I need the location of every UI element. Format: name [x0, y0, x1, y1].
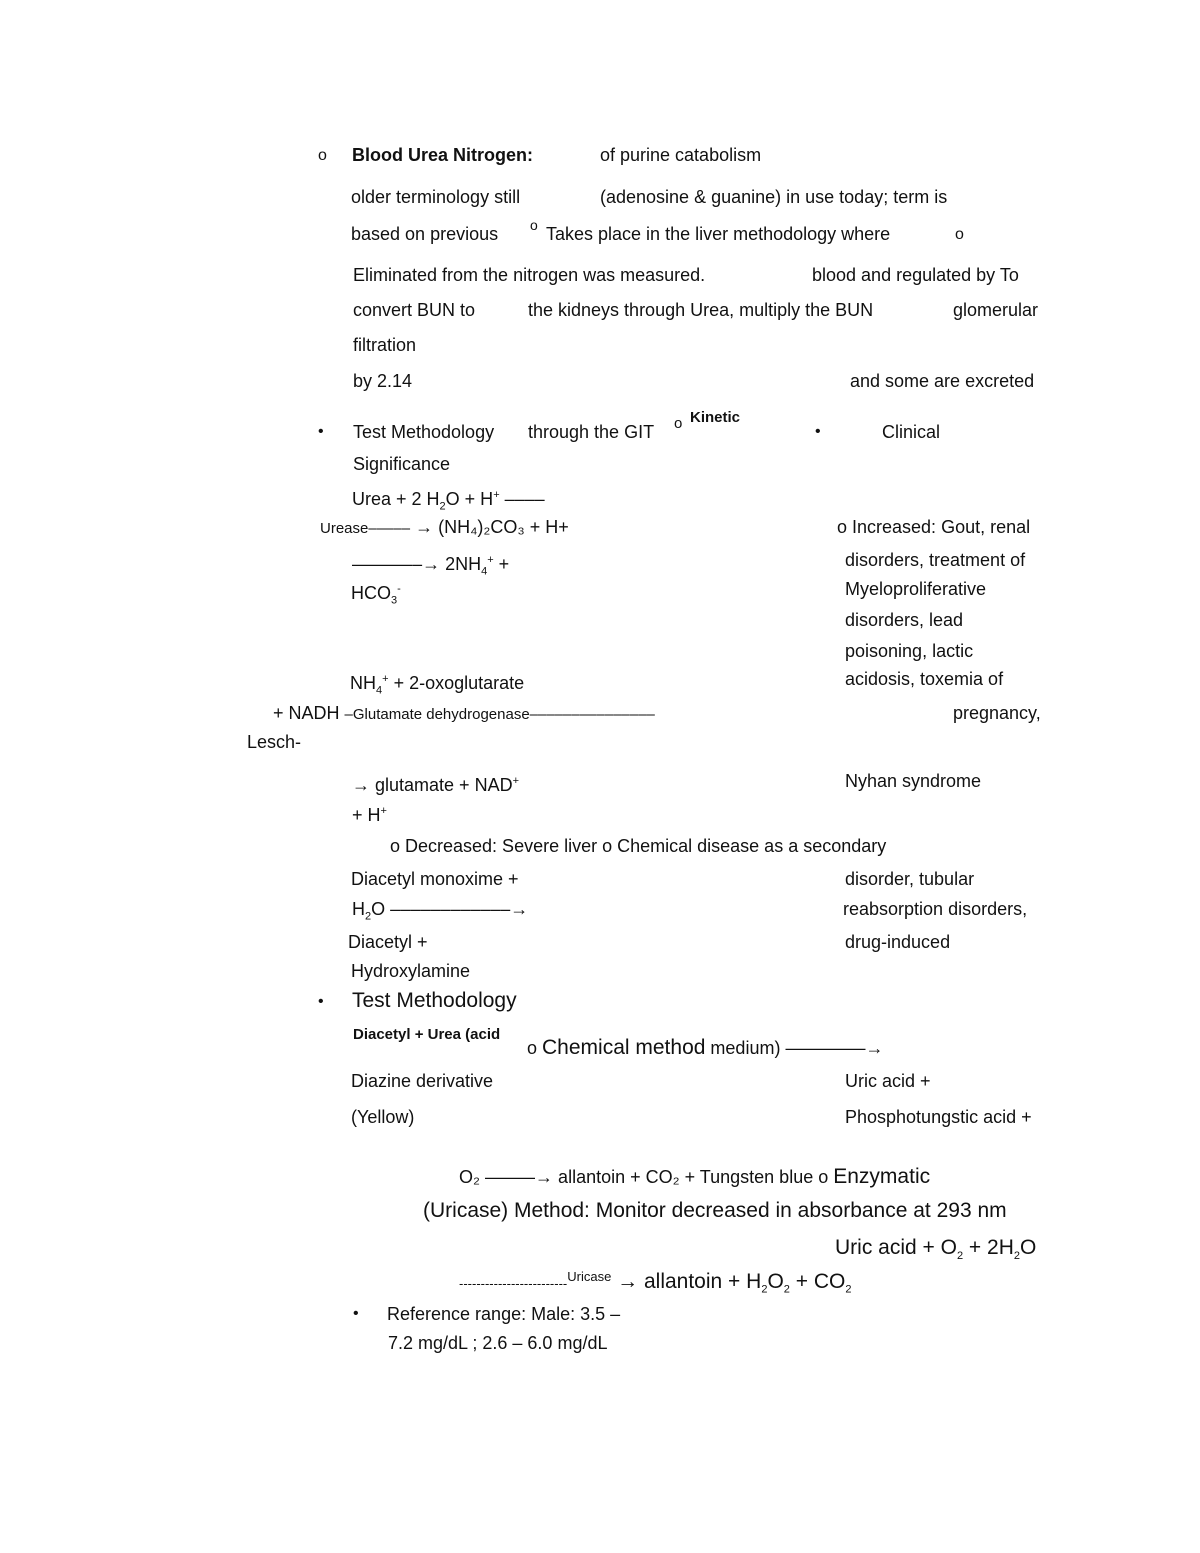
equation-line: $HCO_3^-$ [351, 583, 401, 607]
text-line: pregnancy, [953, 703, 1041, 723]
equation-line: + H+ [352, 805, 387, 825]
text-line: drug-induced [845, 932, 951, 952]
text-line: Diazine derivative [351, 1071, 494, 1091]
text-line: glomerular [953, 300, 1039, 320]
text-line: convert BUN to [353, 300, 476, 320]
text-line: the kidneys through Urea, multiply the BUN [528, 300, 874, 320]
bullet: • [318, 423, 324, 440]
text-line: o Decreased: Severe liver o Chemical disease as a secondary [390, 836, 887, 856]
equation-line: Urea + 2 $H_2O + H^+$ –––– [352, 489, 545, 513]
text-line: Kinetic [690, 409, 741, 426]
text-line: (Uricase) Method: Monitor decreased in absorbance at 293 nm [423, 1199, 1007, 1222]
list-marker: o [674, 415, 683, 432]
text-line: poisoning, lactic [845, 641, 974, 661]
equation-line: + NADH –Glutamate dehydrogenase––––––––––––––– [273, 703, 655, 723]
text-line: filtration [353, 335, 417, 355]
text-line: Diacetyl + [348, 932, 428, 952]
text-line: disorders, treatment of [845, 550, 1026, 570]
bullet: • [815, 423, 821, 440]
text-line: based on previous [351, 224, 499, 244]
equation-line: –––––––→ $2NH_4^+$ + [352, 554, 510, 578]
equation-line: O₂ –––––→ allantoin + CO₂ + Tungsten blue o Enzymatic [459, 1165, 931, 1188]
text-line: Lesch- [247, 732, 302, 752]
text-line: disorders, lead [845, 610, 964, 630]
bullet: • [353, 1305, 359, 1322]
equation-line: $H_2O$ ––––––––––––→ [352, 899, 529, 923]
text-line: o Increased: Gout, renal [837, 517, 1031, 537]
equation-line: -------------------------$^{Uricase}$ → allantoin + $H_2O_2 + CO_2$ [459, 1269, 852, 1296]
text-line: and some are excreted [850, 371, 1035, 391]
list-marker: o [955, 226, 964, 243]
text-line: Significance [353, 454, 451, 474]
text-line: (Yellow) [351, 1107, 415, 1127]
text-line: Clinical [882, 422, 941, 442]
section-heading: Test Methodology [352, 989, 517, 1012]
text-line: disorder, tubular [845, 869, 975, 889]
list-marker: o [530, 217, 538, 233]
text-line: (adenosine & guanine) in use today; term is [600, 187, 948, 207]
text-line: Eliminated from the nitrogen was measured. [353, 265, 706, 285]
text-line: o Chemical method medium) ––––––––→ [527, 1036, 884, 1059]
text-line: through the GIT [528, 422, 655, 442]
text-line: blood and regulated by To [812, 265, 1019, 285]
text-line: Test Methodology [353, 422, 495, 442]
text-line: Myeloproliferative [845, 579, 987, 599]
text-line: Reference range: Male: 3.5 – [387, 1304, 621, 1324]
bun-heading: Blood Urea Nitrogen: [352, 145, 534, 165]
equation-line: Urease––––– → (NH₄)₂CO₃ + H+ [320, 517, 569, 537]
text-line: Nyhan syndrome [845, 771, 982, 791]
equation-line: $NH_4^+$ + 2-oxoglutarate [350, 673, 525, 697]
text-line: of purine catabolism [600, 145, 762, 165]
text-line: Diacetyl + Urea (acid [353, 1026, 501, 1043]
text-line: Phosphotungstic acid + [845, 1107, 1032, 1127]
text-line: 7.2 mg/dL ; 2.6 – 6.0 mg/dL [388, 1333, 608, 1353]
text-line: Hydroxylamine [351, 961, 471, 981]
list-marker: o [318, 147, 327, 164]
text-line: reabsorption disorders, [843, 899, 1028, 919]
equation-line: → glutamate + NAD+ [352, 775, 520, 795]
bullet: • [318, 993, 324, 1010]
text-line: Uric acid + [845, 1071, 931, 1091]
text-line: acidosis, toxemia of [845, 669, 1004, 689]
text-line: older terminology still [351, 187, 521, 207]
equation-line: Uric acid + $O_2 + 2H_2O$ [835, 1236, 1037, 1263]
text-line: Diacetyl monoxime + [351, 869, 519, 889]
text-line: Takes place in the liver methodology where [546, 224, 891, 244]
text-line: by 2.14 [353, 371, 413, 391]
